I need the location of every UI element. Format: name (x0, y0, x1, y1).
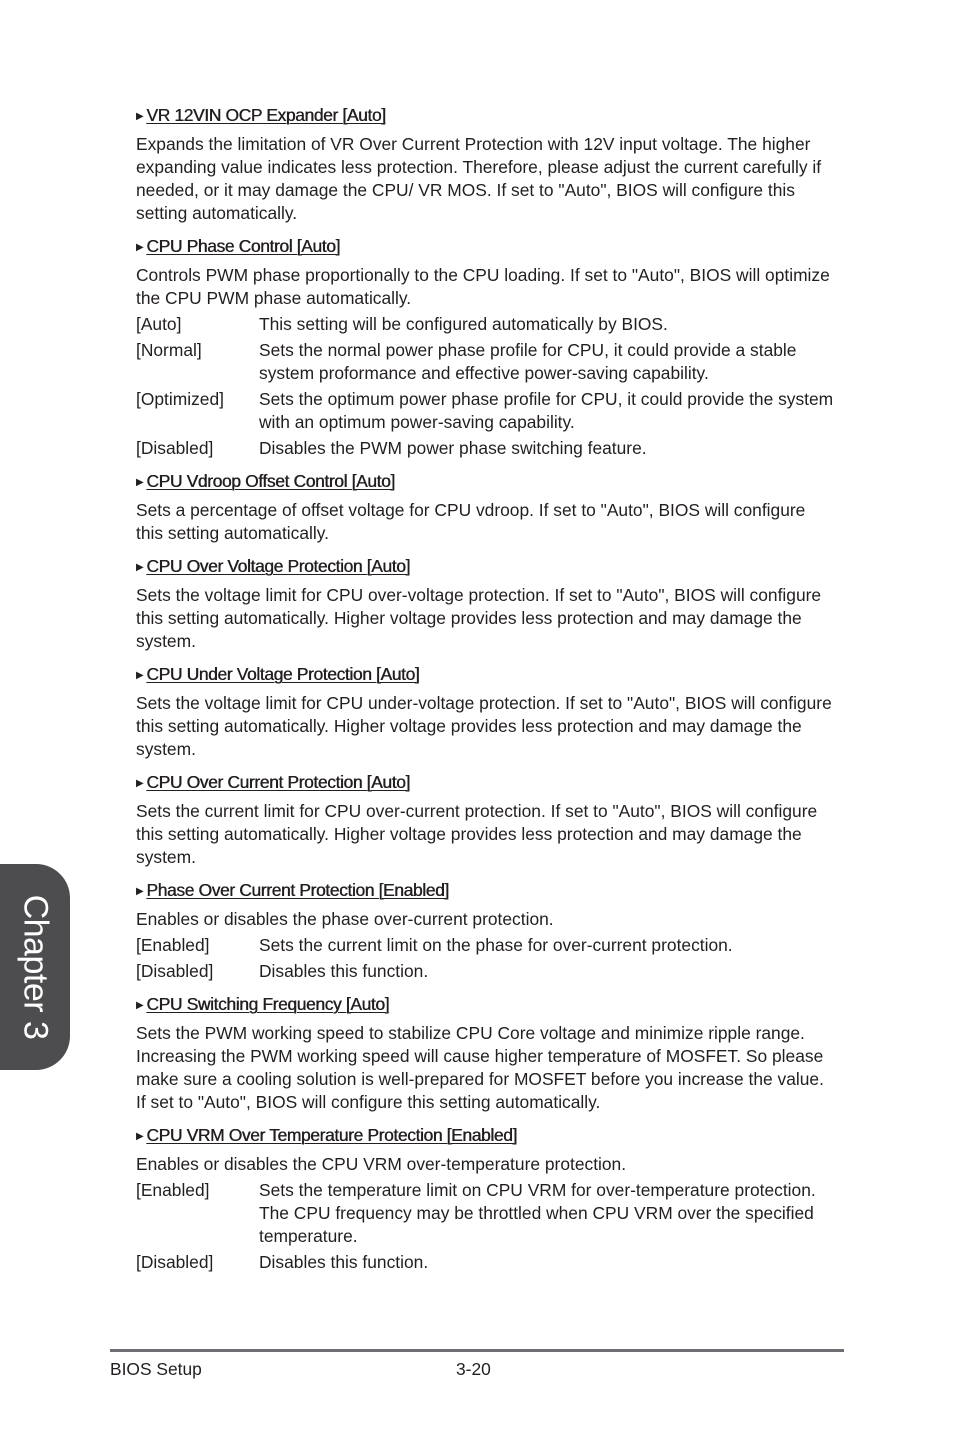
setting-section (136, 663, 836, 761)
setting-section (136, 993, 836, 1114)
setting-title: CPU Phase Control [Auto] (146, 236, 340, 256)
setting-title: CPU VRM Over Temperature Protection [Enabled] (146, 1125, 517, 1145)
option-description: Disables the PWM power phase switching feature. (259, 438, 647, 458)
option-description: Sets the temperature limit on CPU VRM for over-temperature protection. The CPU frequency may be throttled when CPU VRM over the specified temperature. (259, 1180, 816, 1246)
setting-description: Sets the voltage limit for CPU over-voltage protection. If set to "Auto", BIOS will configure this setting automatically. Higher voltage provides less protection and may damage the system. (136, 585, 822, 651)
option-row (136, 934, 836, 957)
setting-description: Sets the voltage limit for CPU under-voltage protection. If set to "Auto", BIOS will configure this setting automatically. Higher voltage provides less protection and may damage the system. (136, 693, 832, 759)
chapter-tab (0, 864, 70, 1070)
setting-section (136, 235, 836, 460)
option-description: Disables this function. (259, 1252, 429, 1272)
setting-title: CPU Under Voltage Protection [Auto] (146, 664, 420, 684)
option-description: Sets the optimum power phase profile for CPU, it could provide the system with an optimum power-saving capability. (259, 389, 834, 432)
option-row (136, 960, 836, 983)
option-key: [Optimized] (136, 389, 224, 409)
setting-title: CPU Over Current Protection [Auto] (146, 772, 410, 792)
option-description: This setting will be configured automatically by BIOS. (259, 314, 668, 334)
option-description: Disables this function. (259, 961, 429, 981)
setting-description: Controls PWM phase proportionally to the CPU loading. If set to "Auto", BIOS will optimize the CPU PWM phase automatically. (136, 265, 830, 308)
triangle-right-icon: ▶ (136, 886, 144, 897)
setting-description: Enables or disables the CPU VRM over-temperature protection. (136, 1154, 627, 1174)
setting-description: Sets the PWM working speed to stabilize CPU Core voltage and minimize ripple range. Increasing the PWM working speed will cause higher temperature of MOSFET. So please make sure a cooling solution is well-prepared for MOSFET before you increase the value. If set to "Auto", BIOS will configure this setting automatically. (136, 1023, 824, 1112)
setting-heading (136, 1124, 836, 1150)
setting-heading (136, 879, 836, 905)
option-row (136, 1179, 836, 1248)
setting-heading (136, 993, 836, 1019)
triangle-right-icon: ▶ (136, 111, 144, 122)
option-list (136, 934, 836, 983)
setting-section (136, 1124, 836, 1274)
footer-section-name: BIOS Setup (110, 1359, 202, 1379)
option-list (136, 313, 836, 460)
manual-content (136, 104, 836, 1284)
setting-title: CPU Switching Frequency [Auto] (146, 994, 390, 1014)
chapter-label: Chapter 3 (16, 894, 55, 1040)
triangle-right-icon: ▶ (136, 1000, 144, 1011)
triangle-right-icon: ▶ (136, 477, 144, 488)
option-key: [Normal] (136, 340, 202, 360)
option-key: [Disabled] (136, 1252, 214, 1272)
footer-page-number: 3-20 (456, 1359, 491, 1379)
setting-heading (136, 663, 836, 689)
triangle-right-icon: ▶ (136, 1131, 144, 1142)
setting-heading (136, 771, 836, 797)
setting-section (136, 104, 836, 225)
option-key: [Enabled] (136, 1180, 210, 1200)
option-description: Sets the current limit on the phase for over-current protection. (259, 935, 733, 955)
option-description: Sets the normal power phase profile for CPU, it could provide a stable system proformance and effective power-saving capability. (259, 340, 797, 383)
setting-heading (136, 235, 836, 261)
option-row (136, 313, 836, 336)
setting-heading (136, 470, 836, 496)
option-list (136, 1179, 836, 1274)
setting-heading (136, 555, 836, 581)
setting-section (136, 555, 836, 653)
triangle-right-icon: ▶ (136, 670, 144, 681)
triangle-right-icon: ▶ (136, 778, 144, 789)
option-row (136, 437, 836, 460)
option-key: [Enabled] (136, 935, 210, 955)
setting-title: CPU Vdroop Offset Control [Auto] (146, 471, 395, 491)
triangle-right-icon: ▶ (136, 242, 144, 253)
option-key: [Disabled] (136, 961, 214, 981)
setting-description: Sets the current limit for CPU over-current protection. If set to "Auto", BIOS will configure this setting automatically. Higher voltage provides less protection and may damage the system. (136, 801, 818, 867)
setting-title: CPU Over Voltage Protection [Auto] (146, 556, 410, 576)
option-row (136, 1251, 836, 1274)
setting-title: VR 12VIN OCP Expander [Auto] (146, 105, 386, 125)
setting-section (136, 470, 836, 545)
setting-section (136, 879, 836, 983)
setting-heading (136, 104, 836, 130)
option-key: [Disabled] (136, 438, 214, 458)
setting-title: Phase Over Current Protection [Enabled] (146, 880, 449, 900)
footer-rule (110, 1349, 844, 1352)
setting-description: Sets a percentage of offset voltage for CPU vdroop. If set to "Auto", BIOS will configure this setting automatically. (136, 500, 806, 543)
option-row (136, 388, 836, 434)
setting-description: Expands the limitation of VR Over Current Protection with 12V input voltage. The higher expanding value indicates less protection. Therefore, please adjust the current carefully if needed, or it may damage the CPU/ VR MOS. If set to "Auto", BIOS will configure this setting automatically. (136, 134, 822, 223)
setting-description: Enables or disables the phase over-current protection. (136, 909, 554, 929)
triangle-right-icon: ▶ (136, 562, 144, 573)
option-key: [Auto] (136, 314, 182, 334)
setting-section (136, 771, 836, 869)
option-row (136, 339, 836, 385)
